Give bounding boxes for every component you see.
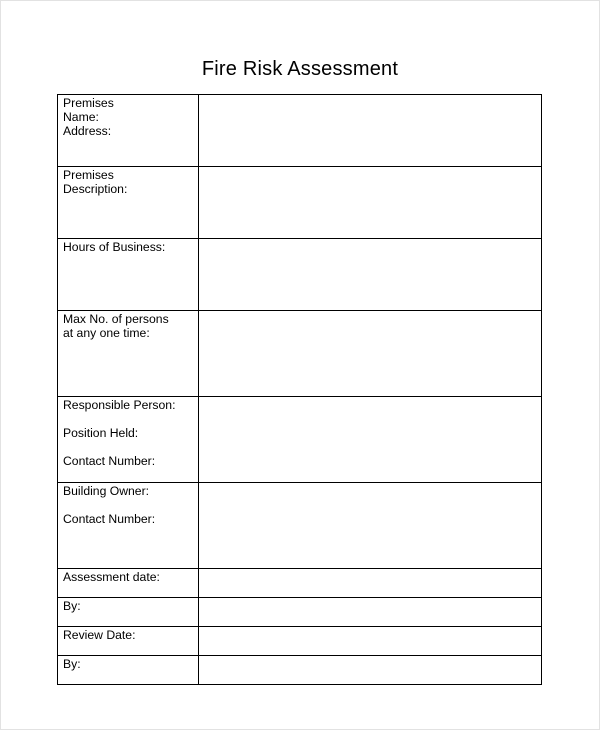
form-row-hours-of-business xyxy=(58,239,542,311)
label-assessed-by xyxy=(58,598,199,627)
document-title: Fire Risk Assessment xyxy=(201,58,399,80)
form-row-reviewed-by xyxy=(58,656,542,685)
label-max-persons xyxy=(58,311,199,397)
form-row-max-persons xyxy=(58,311,542,397)
label-reviewed-by xyxy=(58,656,199,685)
label-line: Review Date: xyxy=(63,628,136,642)
label-line: at any one time: xyxy=(63,326,150,340)
label-line: Premises xyxy=(63,168,114,182)
label-line: Assessment date: xyxy=(63,570,160,584)
label-line: Name: xyxy=(63,110,99,124)
field-assessed-by[interactable] xyxy=(199,598,542,627)
label-line: Contact Number: xyxy=(63,454,156,468)
label-line: Hours of Business: xyxy=(63,240,166,254)
label-review-date xyxy=(58,627,199,656)
form-row-premises-description xyxy=(58,167,542,239)
label-line: Max No. of persons xyxy=(63,312,169,326)
label-line: Description: xyxy=(63,182,128,196)
label-line: By: xyxy=(63,599,81,613)
label-responsible-person xyxy=(58,397,199,483)
field-responsible-person[interactable] xyxy=(199,397,542,483)
label-premises-name xyxy=(58,95,199,167)
label-line: Building Owner: xyxy=(63,484,150,498)
label-premises-description xyxy=(58,167,199,239)
field-review-date[interactable] xyxy=(199,627,542,656)
form-row-building-owner xyxy=(58,483,542,569)
field-assessment-date[interactable] xyxy=(199,569,542,598)
label-line: Contact Number: xyxy=(63,512,156,526)
label-building-owner xyxy=(58,483,199,569)
field-building-owner[interactable] xyxy=(199,483,542,569)
label-line: Responsible Person: xyxy=(63,398,176,412)
field-premises-description[interactable] xyxy=(199,167,542,239)
label-line: Premises xyxy=(63,96,114,110)
field-premises-name[interactable] xyxy=(199,95,542,167)
label-line: Address: xyxy=(63,124,112,138)
field-hours-of-business[interactable] xyxy=(199,239,542,311)
label-hours-of-business xyxy=(58,239,199,311)
label-line: Position Held: xyxy=(63,426,139,440)
label-assessment-date xyxy=(58,569,199,598)
form-row-responsible-person xyxy=(58,397,542,483)
form-row-assessed-by xyxy=(58,598,542,627)
assessment-form-table xyxy=(57,94,542,685)
form-row-assessment-date xyxy=(58,569,542,598)
field-reviewed-by[interactable] xyxy=(199,656,542,685)
label-line: By: xyxy=(63,657,81,671)
field-max-persons[interactable] xyxy=(199,311,542,397)
form-row-review-date xyxy=(58,627,542,656)
form-row-premises-name xyxy=(58,95,542,167)
